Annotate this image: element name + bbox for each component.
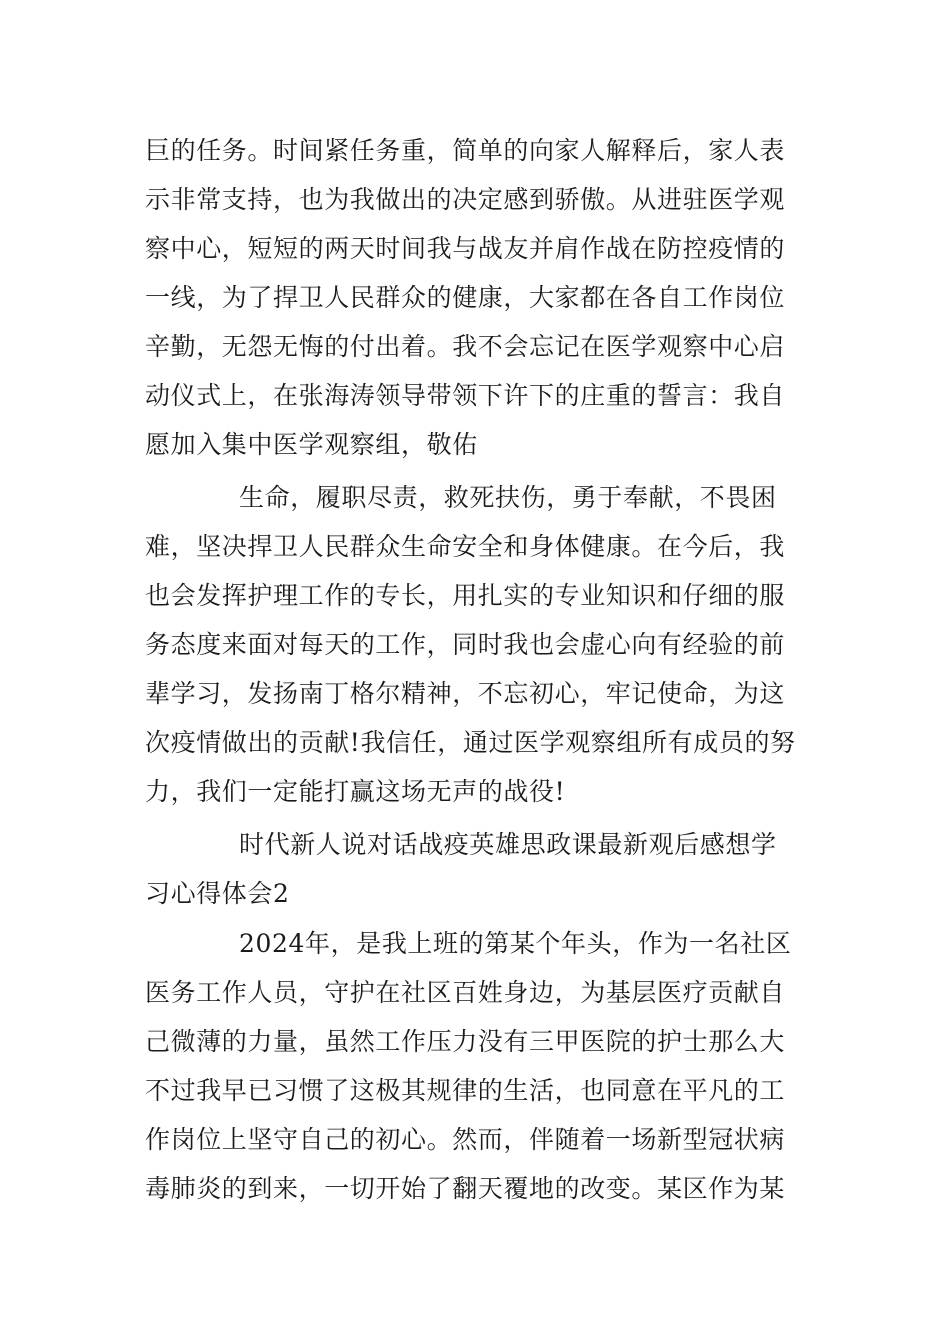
text-line: 愿加入集中医学观察组，敬佑 [145,430,478,459]
text-line: 巨的任务。时间紧任务重，简单的向家人解释后，家人表 [145,136,786,165]
text-line: 习心得体会2 [145,879,290,908]
text-line: 毒肺炎的到来，一切开始了翻天覆地的改变。某区作为某 [145,1174,786,1203]
text-line: 力，我们一定能打赢这场无声的战役! [145,777,566,806]
text-line: 2024年，是我上班的第某个年头，作为一名社区 [239,929,792,958]
text-line: 难，坚决捍卫人民群众生命安全和身体健康。在今后，我 [145,532,786,561]
paragraph-continuation [145,126,810,469]
text-line: 医务工作人员，守护在社区百姓身边，为基层医疗贡献自 [145,978,786,1007]
text-line: 一线，为了捍卫人民群众的健康，大家都在各自工作岗位 [145,283,786,312]
section-heading [145,820,810,918]
text-line: 不过我早已习惯了这极其规律的生活，也同意在平凡的工 [145,1076,786,1105]
text-line: 动仪式上，在张海涛领导带领下许下的庄重的誓言：我自 [145,381,786,410]
text-line: 时代新人说对话战疫英雄思政课最新观后感想学 [239,830,777,859]
paragraph-body [145,919,810,1213]
text-line: 辈学习，发扬南丁格尔精神，不忘初心，牢记使命，为这 [145,679,786,708]
text-line: 生命，履职尽责，救死扶伤，勇于奉献，不畏困 [239,483,777,512]
text-line: 次疫情做出的贡献!我信任，通过医学观察组所有成员的努 [145,728,796,757]
text-line: 务态度来面对每天的工作，同时我也会虚心向有经验的前 [145,630,786,659]
text-line: 示非常支持，也为我做出的决定感到骄傲。从进驻医学观 [145,185,786,214]
text-line: 察中心，短短的两天时间我与战友并肩作战在防控疫情的 [145,234,786,263]
text-line: 也会发挥护理工作的专长，用扎实的专业知识和仔细的服 [145,581,786,610]
text-line: 辛勤，无怨无悔的付出着。我不会忘记在医学观察中心启 [145,332,786,361]
text-line: 己微薄的力量，虽然工作压力没有三甲医院的护士那么大 [145,1027,786,1056]
text-line: 作岗位上坚守自己的初心。然而，伴随着一场新型冠状病 [145,1125,786,1154]
paragraph-oath [145,473,810,816]
